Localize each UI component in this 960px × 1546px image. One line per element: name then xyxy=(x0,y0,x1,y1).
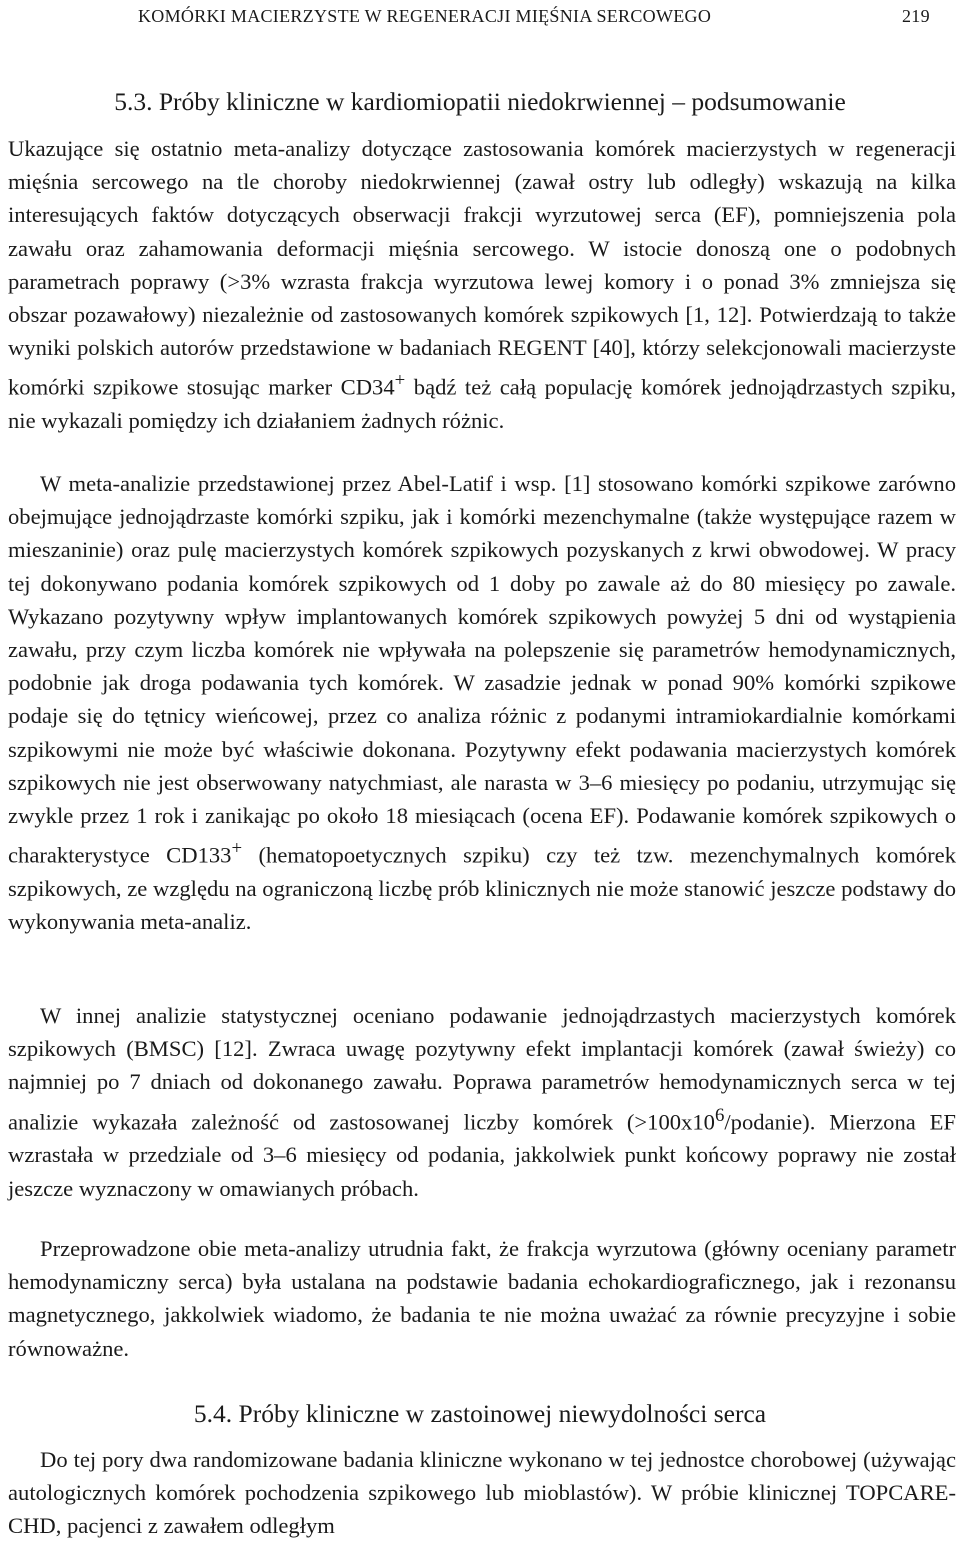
section-heading-5-4: 5.4. Próby kliniczne w zastoinowej niewydolności serca xyxy=(193,1399,767,1428)
paragraph-text: /podanie). Mierzona EF wzrastała w przedziale od 3–6 miesięcy od podania, jakkolwiek punkt końcowy poprawy nie został jeszcze wyznaczony w omawianych próbach. xyxy=(8,1109,956,1201)
paragraph-5-3-4 xyxy=(8,1232,956,1365)
paragraph-5-3-1 xyxy=(8,132,956,437)
paragraph-text: W meta-analizie przedstawionej przez Abel-Latif i wsp. [1] stosowano komórki szpikowe zarówno obejmujące jednojądrzaste komórki szpiku, jak i komórki mezenchymalne (także występujące razem w mieszaninie) oraz pulę macierzystych komórek szpikowych pozyskanych z krwi obwodowej. W pracy tej dokonywano podania komórek szpikowych od 1 doby po zawale aż do 80 miesięcy po zawale. Wykazano pozytywny wpływ implantowanych komórek szpikowych powyżej 5 dni od wystąpienia zawału, przy czym liczba komórek nie wpływała na polepszenie się parametrów hemodynamicznych, podobnie jak droga podawania tych komórek. W zasadzie jednak w ponad 90% komórki szpikowe podaje się do tętnicy wieńcowej, przez co analiza różnic z podanymi intramiokardialnie komórkami szpikowymi nie może być właściwie dokonana. Pozytywny efekt podawania macierzystych komórek szpikowych nie jest obserwowany natychmiast, ale narasta w 3–6 miesięcy po podaniu, utrzymując się zwykle przez 1 rok i zanikając po około 18 miesiącach (ocena EF). Podawanie komórek szpikowych o charakterystyce CD133 xyxy=(8,471,956,868)
superscript: 6 xyxy=(714,1104,725,1126)
paragraph-text: bądź też całą populację komórek jednojądrzastych szpiku, nie wykazali pomiędzy ich działaniem żadnych różnic. xyxy=(8,374,956,434)
page-number: 219 xyxy=(902,6,930,26)
paragraph-5-3-3 xyxy=(8,999,956,1205)
section-heading-5-3: 5.3. Próby kliniczne w kardiomiopatii niedokrwiennej – podsumowanie xyxy=(114,87,846,116)
paragraph-text: W innej analizie statystycznej oceniano podawanie jednojądrzastych macierzystych komórek szpikowych (BMSC) [12]. Zwraca uwagę pozytywny efekt implantacji komórek (zawał świeży) co najmniej po 7 dniach od dokonanego zawału. Poprawa parametrów hemodynamicznych serca w tej analizie wykazała zależność od zastosowanej liczby komórek (>100x10 xyxy=(8,1003,956,1135)
paragraph-5-4-1 xyxy=(8,1443,956,1546)
paragraph-text: Przeprowadzone obie meta-analizy utrudnia fakt, że frakcja wyrzutowa (główny oceniany parametr hemodynamiczny serca) była ustalana na podstawie badania echokardiograficznego, jak i rezonansu magnetycznego, jakkolwiek wiadomo, że badania te nie można uważać za równie precyzyjne i sobie równoważne. xyxy=(8,1236,956,1361)
superscript: + xyxy=(394,370,406,392)
running-head-title: KOMÓRKI MACIERZYSTE W REGENERACJI MIĘŚNIA SERCOWEGO xyxy=(138,6,712,26)
superscript: + xyxy=(231,838,243,860)
paragraph-text: Ukazujące się ostatnio meta-analizy dotyczące zastosowania komórek macierzystych w regeneracji mięśnia sercowego na tle choroby niedokrwiennej (zawał ostry lub odległy) wskazują na kilka interesujących faktów dotyczących obserwacji frakcji wyrzutowej serca (EF), pomniejszenia pola zawału oraz zahamowania deformacji mięśnia sercowego. W istocie donoszą one o podobnych parametrach poprawy (>3% wzrasta frakcja wyrzutowa lewej komory i o ponad 3% zmniejsza się obszar pozawałowy) niezależnie od zastosowanych komórek szpikowych [1, 12]. Potwierdzają to także wyniki polskich autorów przedstawione w badaniach REGENT [40], którzy selekcjonowali macierzyste komórki szpikowe stosując marker CD34 xyxy=(8,136,956,400)
running-head xyxy=(0,2,960,32)
paragraph-5-3-2 xyxy=(8,467,956,938)
paragraph-text: Do tej pory dwa randomizowane badania kliniczne wykonano w tej jednostce chorobowej (używając autologicznych komórek pochodzenia szpikowego lub mioblastów). W próbie klinicznej TOPCARE-CHD, pacjenci z zawałem odległym xyxy=(8,1447,956,1539)
paragraph-text: (hematopoetycznych szpiku) czy też tzw. mezenchymalnych komórek szpikowych, ze względu na ograniczoną liczbę prób klinicznych nie może stanowić jeszcze podstawy do wykonywania meta-analiz. xyxy=(8,842,956,935)
